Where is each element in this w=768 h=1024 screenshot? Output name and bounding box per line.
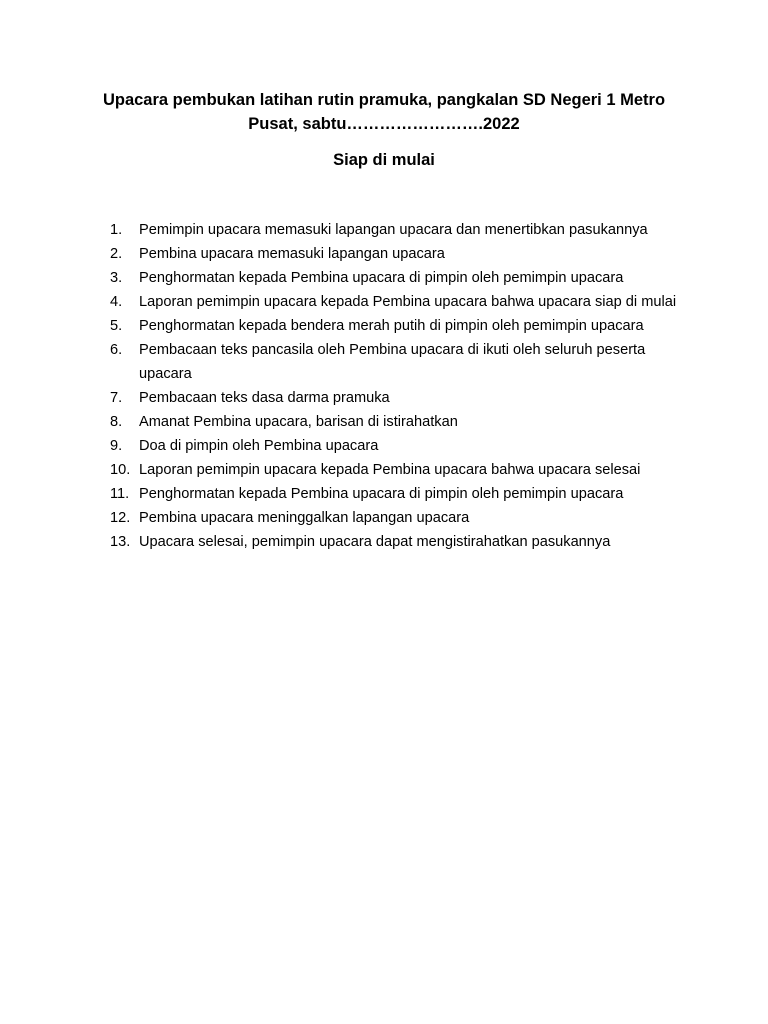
- step-number: 4.: [110, 294, 123, 310]
- step-number: 13.: [110, 534, 131, 550]
- step-number: 5.: [110, 318, 123, 334]
- list-item: [110, 314, 690, 338]
- step-number: 1.: [110, 222, 123, 238]
- list-item: [110, 506, 690, 530]
- step-text: Doa di pimpin oleh Pembina upacara: [139, 438, 379, 454]
- step-text: Penghormatan kepada bendera merah putih di pimpin oleh pemimpin upacara: [139, 318, 644, 334]
- step-text: Pembina upacara memasuki lapangan upacara: [139, 246, 445, 262]
- step-text: Laporan pemimpin upacara kepada Pembina upacara bahwa upacara selesai: [139, 462, 641, 478]
- step-text: Pembacaan teks dasa darma pramuka: [139, 390, 390, 406]
- step-number: 3.: [110, 270, 123, 286]
- step-text: Penghormatan kepada Pembina upacara di pimpin oleh pemimpin upacara: [139, 486, 624, 502]
- step-text: Penghormatan kepada Pembina upacara di pimpin oleh pemimpin upacara: [139, 270, 624, 286]
- step-number: 9.: [110, 438, 123, 454]
- list-item: [110, 434, 690, 458]
- ceremony-steps-list: [110, 218, 690, 554]
- list-item: [110, 386, 690, 410]
- step-text: Pembina upacara meninggalkan lapangan upacara: [139, 510, 470, 526]
- list-item: [110, 458, 690, 482]
- step-text: Pembacaan teks pancasila oleh Pembina upacara di ikuti oleh seluruh peserta upacara: [139, 342, 646, 382]
- list-item: [110, 530, 690, 554]
- step-number: 2.: [110, 246, 123, 262]
- step-text: Laporan pemimpin upacara kepada Pembina upacara bahwa upacara siap di mulai: [139, 294, 677, 310]
- step-text: Upacara selesai, pemimpin upacara dapat mengistirahatkan pasukannya: [139, 534, 611, 550]
- list-item: [110, 218, 690, 242]
- document-title: Upacara pembukan latihan rutin pramuka, pangkalan SD Negeri 1 Metro Pusat, sabtu…………………….2022: [102, 91, 666, 133]
- list-item: [110, 266, 690, 290]
- step-number: 8.: [110, 414, 123, 430]
- document-subtitle: Siap di mulai: [333, 151, 435, 169]
- step-number: 11.: [110, 486, 130, 502]
- step-number: 12.: [110, 510, 131, 526]
- step-text: Amanat Pembina upacara, barisan di istirahatkan: [139, 414, 458, 430]
- list-item: [110, 482, 690, 506]
- step-number: 10.: [110, 462, 131, 478]
- list-item: [110, 242, 690, 266]
- step-number: 6.: [110, 342, 123, 358]
- list-item: [110, 290, 690, 314]
- step-number: 7.: [110, 390, 123, 406]
- list-item: [110, 338, 690, 386]
- list-item: [110, 410, 690, 434]
- step-text: Pemimpin upacara memasuki lapangan upacara dan menertibkan pasukannya: [139, 222, 648, 238]
